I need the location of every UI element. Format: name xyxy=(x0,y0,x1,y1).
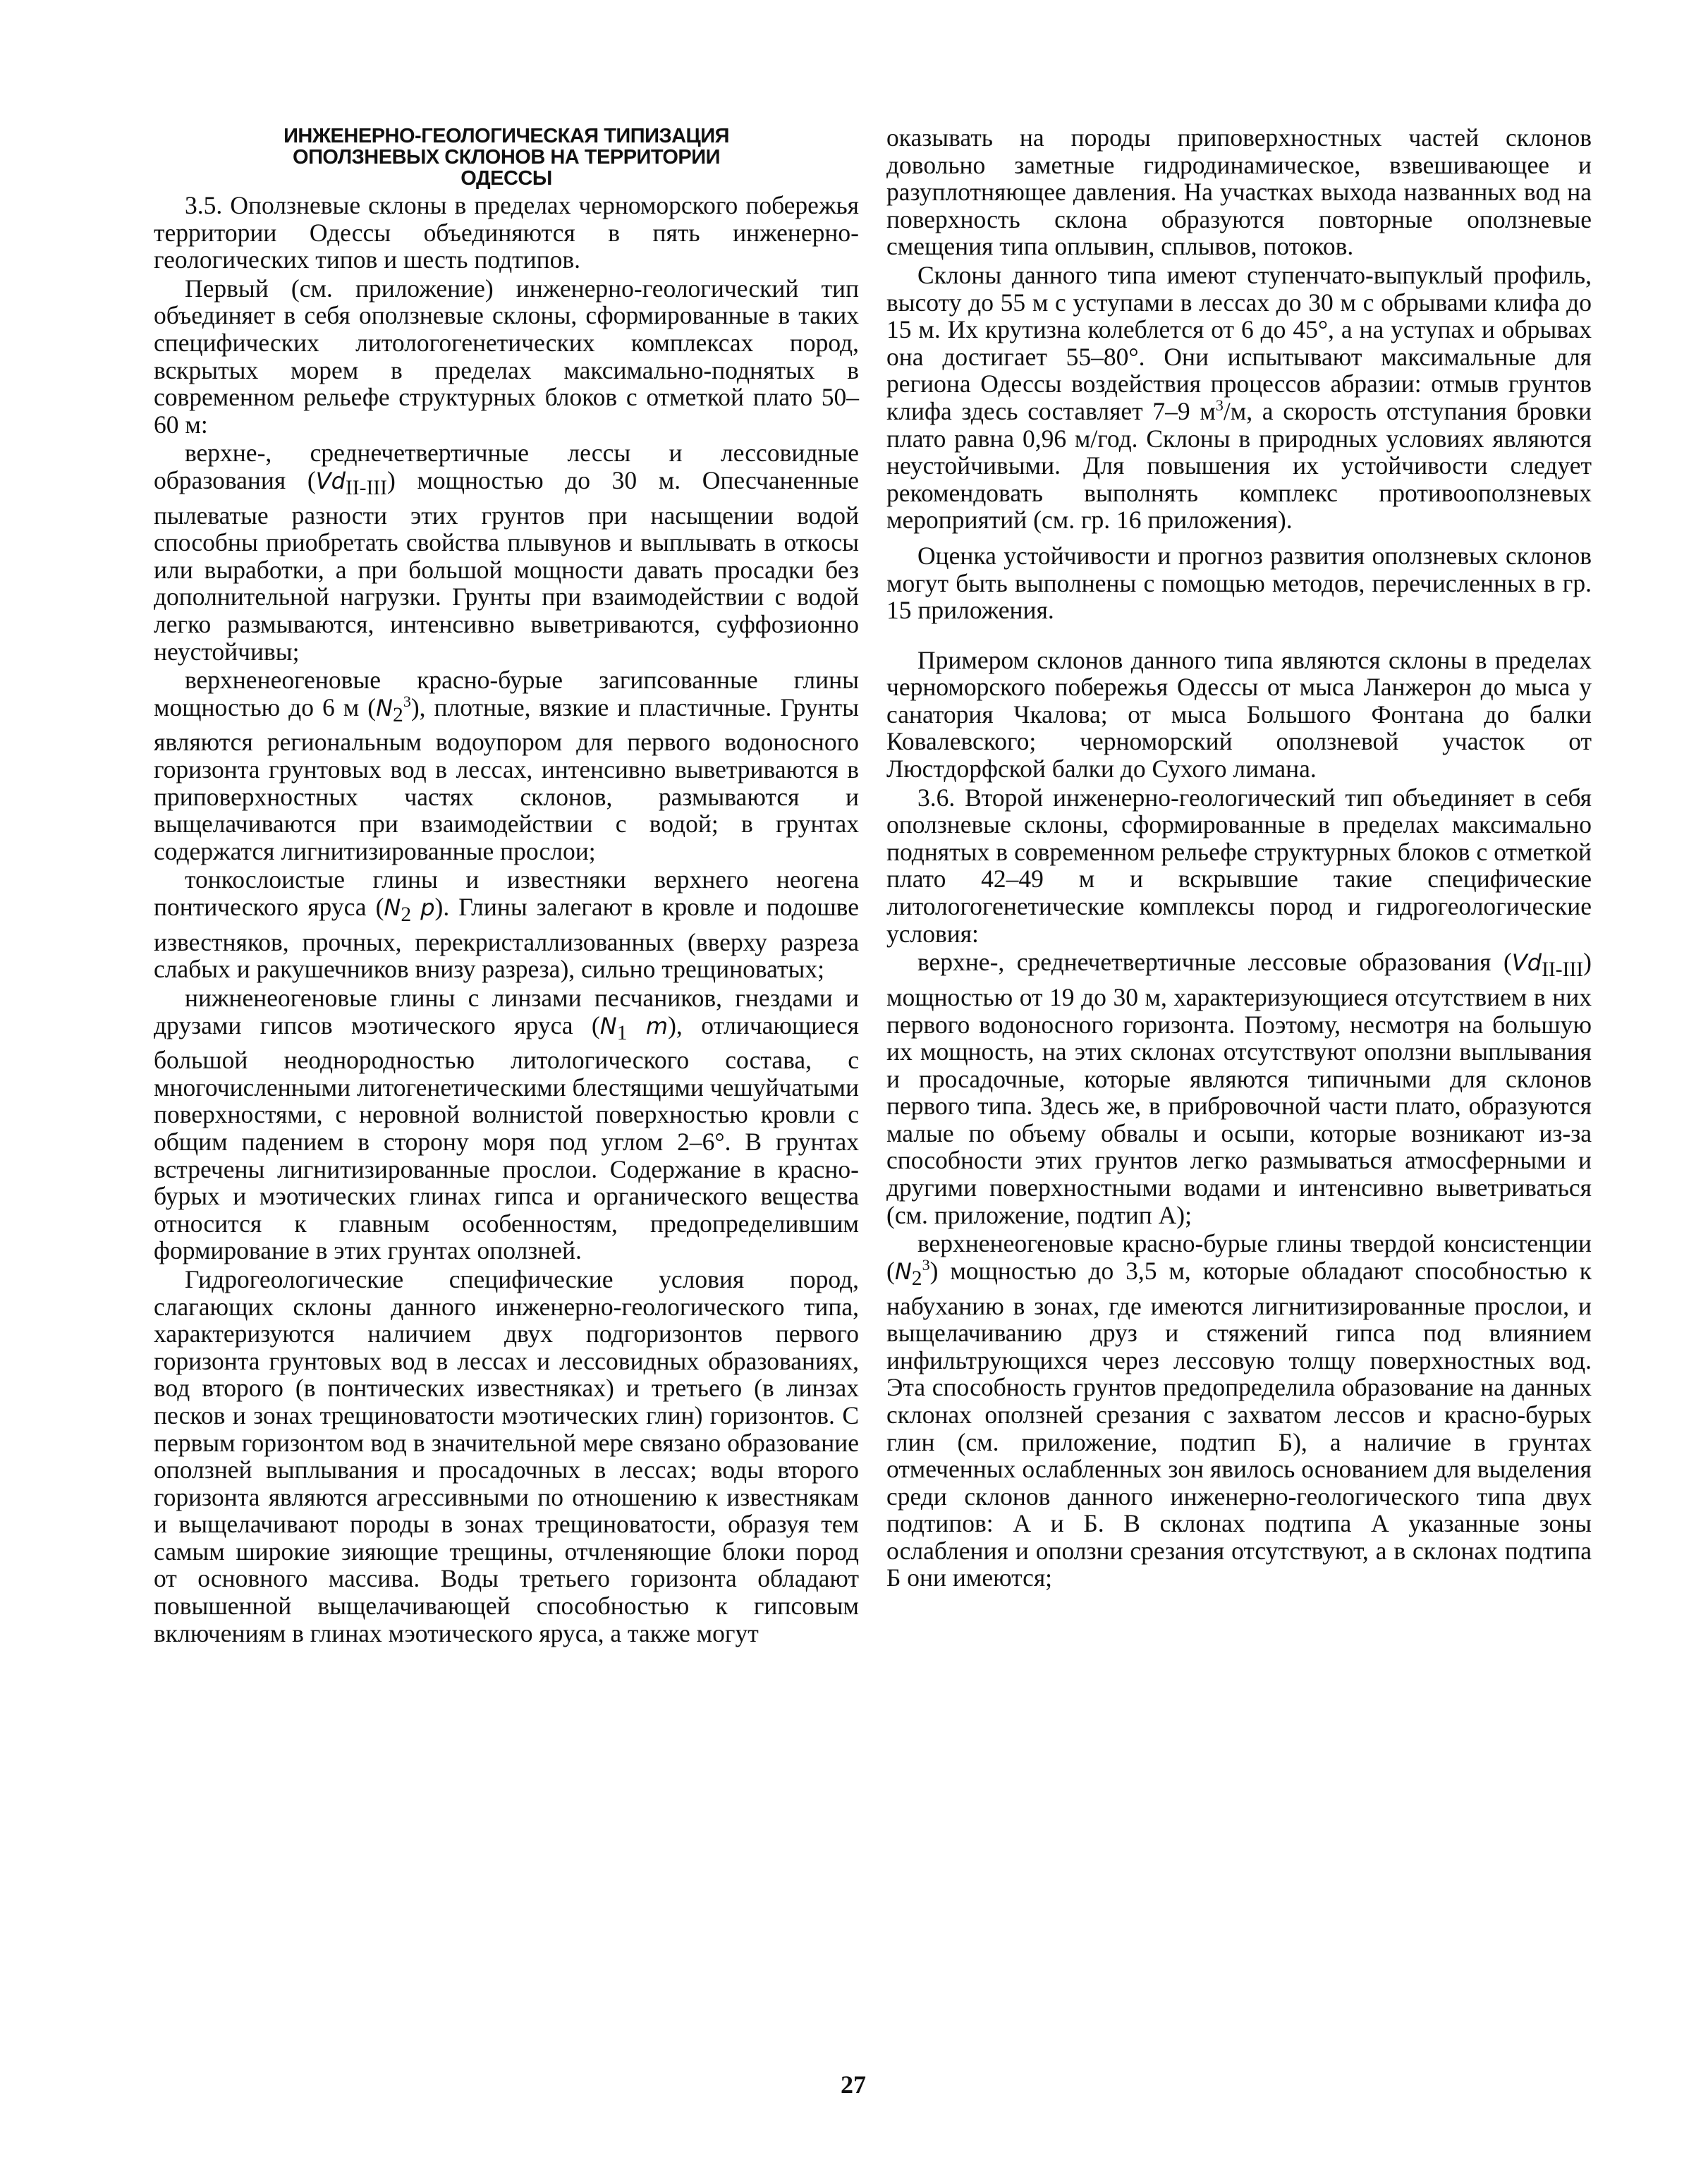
paragraph-pontic: тонкослоистые глины и известняки верхнего неогена понтического яруса ($N_2$ p). Глины залегают в кровле и подошве известняков, прочных, перекристаллизованных (вверху разреза слабых и ракушечников внизу разреза), сильно трещиноватых; xyxy=(154,865,859,984)
paragraph-loess: верхне-, среднечетвертичные лессы и лессовидные образования $(Vd_{II-III})$ мощностью до 30 м. Опесчаненные пылеватые разности этих грунтов при насыщении водой способны приобретать свойства плывунов и выплывать в откосы или выработки, а при большой мощности давать просадки без дополнительной нагрузки. Грунты при взаимодействии с водой легко размываются, интенсивно выветриваются, суффозионно неустойчивы; xyxy=(154,439,859,666)
formula-vd-2: Vd xyxy=(1511,949,1542,977)
paragraph-examples: Примером склонов данного типа являются склоны в пределах черноморского побережья Одессы от мыса Ланжерон до мыса у санатория Чкалова; от мыса Большого Фонтана до балки Ковалевского; черноморский оползневой участок от Люстдорфской балки до Сухого лимана. xyxy=(886,645,1592,783)
heading-line-2: ОПОЛЗНЕВЫХ СКЛОНОВ НА ТЕРРИТОРИИ xyxy=(293,146,720,169)
paragraph-stability: Оценка устойчивости и прогноз развития оползневых склонов могут быть выполнены с помощью методов, перечисленных в гр. 15 приложения. xyxy=(886,541,1592,625)
paragraph-3-5: 3.5. Оползневые склоны в пределах черноморского побережья территории Одессы объединяются в пять инженерно-геологических типов и шесть подтипов. xyxy=(154,191,859,274)
paragraph-continuation: оказывать на породы приповерхностных частей склонов довольно заметные гидродинамическое, взвешивающее и разуплотняющее давления. На участках выхода названных вод на поверхность склона образуются повторные оползневые смещения типа оплывин, сплывов, потоков. xyxy=(886,123,1592,261)
page-number: 27 xyxy=(841,2071,866,2099)
paragraph-red-brown-second: верхненеогеновые красно-бурые глины твердой консистенции $(N_2^3)$ мощностью до 3,5 м, которые обладают способностью к набуханию в зонах, где имеются лигнитизированные прослои, и выщелачиванию друз и стяжений гипса под влиянием инфильтрующихся через лессовую толщу поверхностных вод. Эта способность грунтов предопределила образование на данных склонах оползней срезания с захватом лессов и красно-бурых глин (см. приложение, подтип Б), а наличие в грунтах отмеченных ослабленных зон явилось основанием для выделения среди склонов данного инженерно-геологического типа двух подтипов: А и Б. В склонах подтипа А указанные зоны ослабления и оползни срезания отсутствуют, а в склонах подтипа Б они имеются; xyxy=(886,1229,1592,1592)
formula-vd: Vd xyxy=(315,467,346,494)
section-heading xyxy=(154,126,859,189)
formula-n2-2: N xyxy=(894,1257,912,1285)
left-column xyxy=(154,121,859,1648)
formula-n2p: N xyxy=(384,894,401,922)
formula-n2: N xyxy=(376,694,394,721)
right-column xyxy=(886,124,1592,1593)
heading-line-1: ИНЖЕНЕРНО-ГЕОЛОГИЧЕСКАЯ ТИПИЗАЦИЯ xyxy=(283,125,729,147)
paragraph-meotic: нижненеогеновые глины с линзами песчаников, гнездами и друзами гипсов мэотического яруса ($N_1$ m), отличающиеся большой неоднородностью литологического состава, с многочисленными литогенетическими блестящими чешуйчатыми поверхностями, с неровной волнистой поверхностью кровли с общим падением в сторону моря под углом 2–6°. В грунтах встречены лигнитизированные прослои. Содержание в красно-бурых и мэотических глинах гипса и органического вещества относится к главным особенностям, предопределившим формирование в этих грунтах оползней. xyxy=(154,983,860,1265)
paragraph-slope-profile: Склоны данного типа имеют ступенчато-выпуклый профиль, высоту до 55 м с уступами в лессах до 30 м с обрывами клифа до 15 м. Их крутизна колеблется от 6 до 45°, а на уступах и обрывах она достигает 55–80°. Они испытывают максимальные для региона Одессы воздействия процессов абразии: отмыв грунтов клифа здесь составляет 7–9 $м^3/м$, а скорость отступания бровки плато равна 0,96 м/год. Склоны в природных условиях являются неустойчивыми. Для повышения их устойчивости следует рекомендовать выполнять комплекс противооползневых мероприятий (см. гр. 16 приложения). xyxy=(886,260,1592,535)
formula-n1m: N xyxy=(599,1012,617,1039)
paragraph-3-6: 3.6. Второй инженерно-геологический тип объединяет в себя оползневые склоны, сформированные в пределах максимально поднятых в современном рельефе структурных блоков с отметкой плато 42–49 м и вскрывшие такие специфические литологогенетические комплексы пород и гидрогеологические условия: xyxy=(886,783,1592,948)
paragraph-hydrogeology: Гидрогеологические специфические условия пород, слагающих склоны данного инженерно-геологического типа, характеризуются наличием двух подгоризонтов первого горизонта грунтовых вод в лессах и лессовидных образованиях, вод второго (в понтических известняках) и третьего (в линзах песков и зонах трещиноватости мэотических глин) горизонтов. С первым горизонтом вод в значительной мере связано образование оползней выплывания и просадочных в лессах; воды второго горизонта являются агрессивными по отношению к известнякам и выщелачивают породы в зонах трещиноватости, образуя тем самым широкие зияющие трещины, отчленяющие блоки пород от основного массива. Воды третьего горизонта обладают повышенной выщелачивающей способностью к гипсовым включениям в глинах мэотического яруса, а также могут xyxy=(154,1264,859,1647)
paragraph-loess-second: верхне-, среднечетвертичные лессовые образования $(Vd_{II-III})$ мощностью от 19 до 30 м, характеризующиеся отсутствием в них первого водоносного горизонта. Поэтому, несмотря на большую их мощность, на этих склонах отсутствуют оползни выплывания и просадочные, которые являются типичными для склонов первого типа. Здесь же, в прибровочной части плато, образуются малые по объему обвалы и осыпи, которые возникают из-за способности этих грунтов легко размываться атмосферными и другими поверхностными водами и интенсивно выветриваться (см. приложение, подтип А); xyxy=(886,948,1592,1229)
paragraph-red-brown-clays: верхненеогеновые красно-бурые загипсованные глины мощностью до 6 м $(N_2^3)$, плотные, вязкие и пластичные. Грунты являются региональным водоупором для первого водоносного горизонта грунтовых вод в лессах, интенсивно выветриваются в приповерхностных частях склонов, размываются и выщелачиваются при взаимодействии с водой; в грунтах содержатся лигнитизированные прослои; xyxy=(154,666,860,865)
heading-line-3: ОДЕССЫ xyxy=(460,167,552,190)
paragraph-first-type: Первый (см. приложение) инженерно-геологический тип объединяет в себя оползневые склоны, сформированные в таких специфических литологогенетических комплексах пород, вскрытых морем в пределах максимально-поднятых в современном рельефе структурных блоков с отметкой плато 50–60 м: xyxy=(154,274,859,439)
